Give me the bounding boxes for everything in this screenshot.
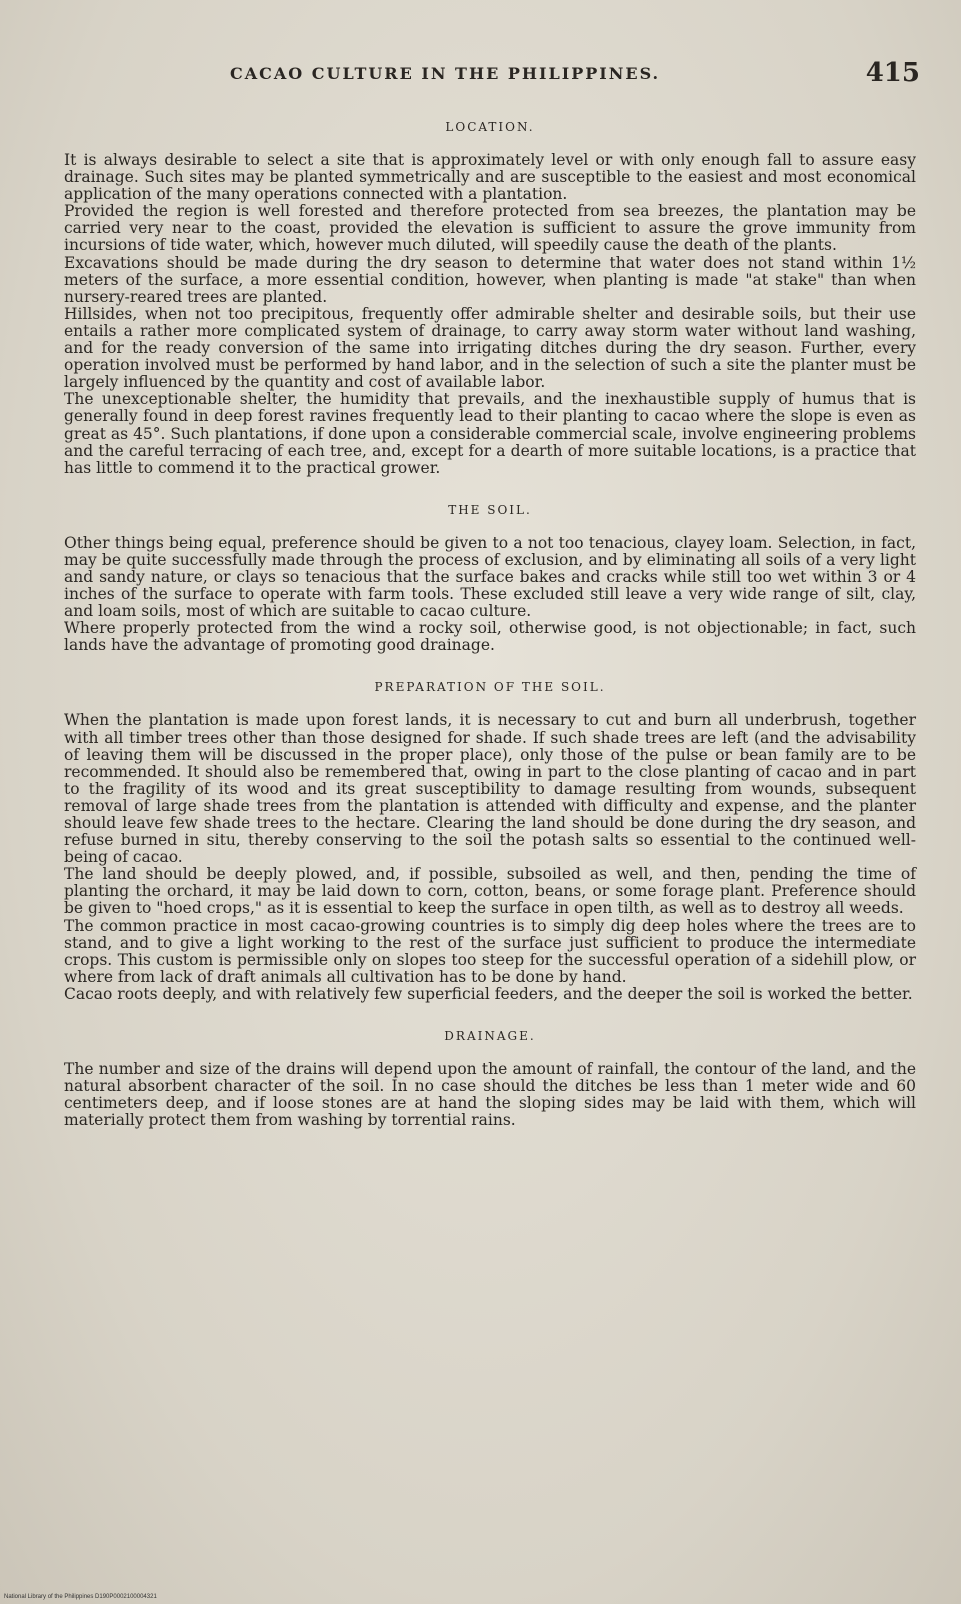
paragraph: Other things being equal, preference should be given to a not too tenacious, clayey loam. Selection, in fact, may be quite successfully made through the process of exclusion, and by eliminating all soils of a very light and sandy nature, or clays so tenacious that the surface bakes and cracks while still too wet within 3 or 4 inches of the surface to operate with farm tools. These excluded still leave a very wide range of silt, clay, and loam soils, most of which are suitable to cacao culture. [64, 533, 916, 621]
paragraph: Hillsides, when not too precipitous, frequently offer admirable shelter and desirable soils, but their use entails a rather more complicated system of drainage, to carry away storm water without land washing, and for the ready conversion of the same into irrigating ditches during the dry season. Further, every operation involved must be performed by hand labor, and in the selection of such a site the planter must be largely influenced by the quantity and cost of available labor. [64, 304, 916, 392]
paragraph: The common practice in most cacao-growing countries is to simply dig deep holes where the trees are to stand, and to give a light working to the rest of the surface just sufficient to produce the intermediate crops. This custom is permissible only on slopes too steep for the successful operation of a sidehill plow, or where from lack of draft animals all cultivation has to be done by hand. [64, 916, 916, 986]
page-number: 415 [865, 58, 920, 88]
paragraph: Where properly protected from the wind a rocky soil, otherwise good, is not objectionable; in fact, such lands have the advantage of promoting good drainage. [64, 619, 916, 655]
scan-credit: National Library of the Philippines D190P0002100004321 [4, 1594, 157, 1600]
section-heading-drainage: DRAINAGE. [444, 1029, 536, 1044]
paragraph: The land should be deeply plowed, and, if possible, subsoiled as well, and then, pending the time of planting the orchard, it may be laid down to corn, cotton, beans, or some forage plant. Preference should be given to "hoed crops," as it is essential to keep the surface in open tilth, as well as to destroy all weeds. [64, 865, 916, 918]
running-title: CACAO CULTURE IN THE PHILIPPINES. [230, 64, 661, 83]
paragraph: Cacao roots deeply, and with relatively few superficial feeders, and the deeper the soil is worked the better. [64, 984, 913, 1003]
section-heading-location: LOCATION. [445, 120, 535, 134]
paragraph: The unexceptionable shelter, the humidity that prevails, and the inexhaustible supply of humus that is generally found in deep forest ravines frequently lead to their planting to cacao where the slope is even as great as 45°. Such plantations, if done upon a considerable commercial scale, involve engineering problems and the careful terracing of each tree, and, except for a dearth of more suitable locations, is a practice that has little to commend it to the practical grower. [64, 390, 916, 477]
paragraph: It is always desirable to select a site that is approximately level or with only enough fall to assure easy drainage. Such sites may be planted symmetrically and are susceptible to the easiest and most economical application of the many operations connected with a plantation. [64, 151, 916, 204]
paragraph: The number and size of the drains will depend upon the amount of rainfall, the contour of the land, and the natural absorbent character of the soil. In no case should the ditches be less than 1 meter wide and 60 centimeters deep, and if loose stones are at hand the sloping sides may be laid with them, which will materially protect them from washing by torrential rains. [64, 1060, 916, 1130]
paragraph: When the plantation is made upon forest lands, it is necessary to cut and burn all underbrush, together with all timber trees other than those designed for shade. If such shade trees are left (and the advisability of leaving them will be discussed in the proper place), only those of the pulse or bean family are to be recommended. It should also be remembered that, owing in part to the close planting of cacao and in part to the fragility of its wood and its great susceptibility to damage resulting from wounds, subsequent removal of large shade trees from the plantation is attended with difficulty and expense, and the planter should leave few shade trees to the hectare. Clearing the land should be done during the dry season, and refuse burned in situ, thereby conserving to the soil the potash salts so essential to the continued well-being of cacao. [64, 711, 916, 867]
page-header [230, 58, 920, 98]
page-body [64, 120, 916, 1129]
section-heading-soil: THE SOIL. [448, 502, 532, 517]
paragraph: Provided the region is well forested and therefore protected from sea breezes, the plantation may be carried very near to the coast, provided the elevation is sufficient to assure the grove immunity from incursions of tide water, which, however much diluted, will speedily cause the death of the plants. [64, 202, 916, 255]
section-heading-preparation: PREPARATION OF THE SOIL. [374, 680, 606, 695]
paragraph: Excavations should be made during the dry season to determine that water does not stand within 1½ meters of the surface, a more essential condition, however, when planting is made "at stake" than when nursery-reared trees are planted. [64, 253, 916, 306]
